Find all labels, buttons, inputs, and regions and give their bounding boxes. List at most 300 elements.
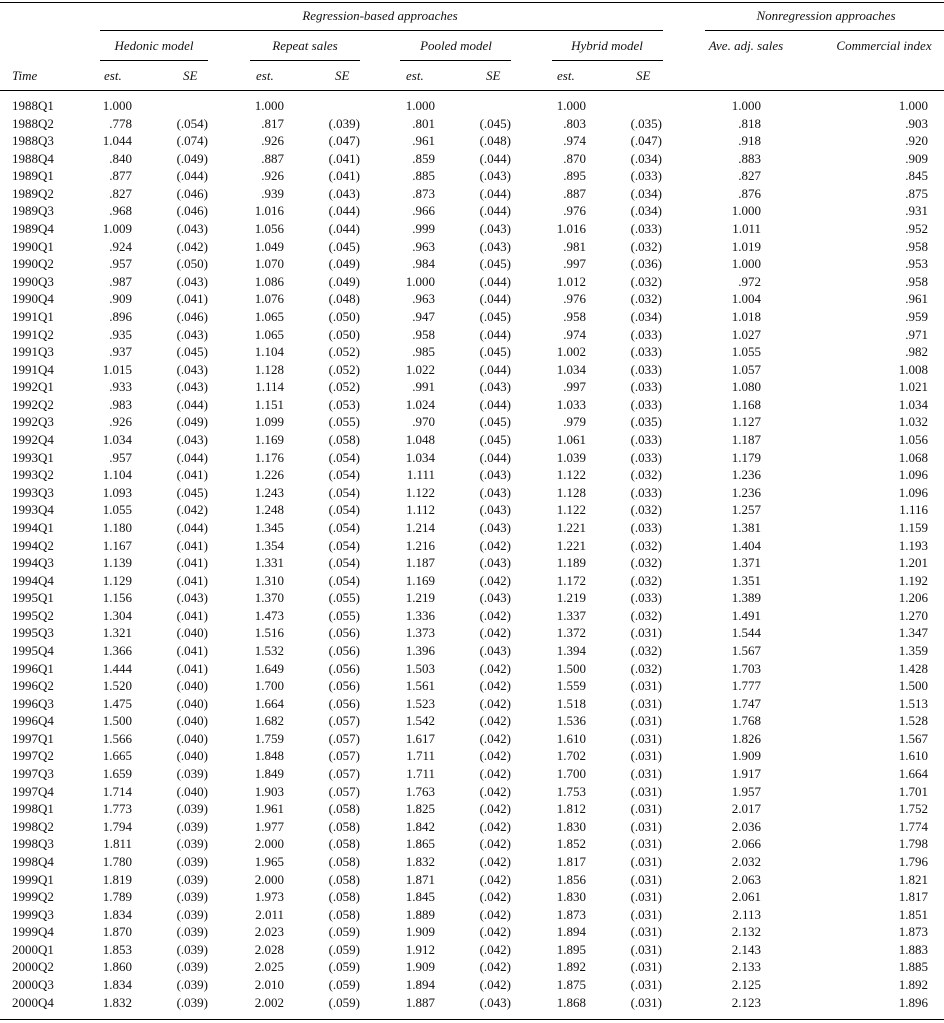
cell-commercial-index: 1.796 xyxy=(898,853,928,869)
table-row xyxy=(0,290,944,308)
cell-hybrid-est: .976 xyxy=(563,291,586,307)
cell-hedonic-est: 1.055 xyxy=(102,502,132,518)
cell-time: 1995Q4 xyxy=(12,642,54,658)
cell-ave-adj-sales: 1.544 xyxy=(731,625,761,641)
cell-repeat-sales-est: 1.977 xyxy=(254,818,284,834)
cell-repeat-sales-est: 1.759 xyxy=(254,730,284,746)
cell-time: 1994Q1 xyxy=(12,519,54,535)
cell-repeat-sales-se: (.041) xyxy=(328,168,360,184)
cell-hedonic-se: (.044) xyxy=(176,396,208,412)
cell-repeat-sales-est: 1.516 xyxy=(254,625,284,641)
cell-repeat-sales-est: 2.000 xyxy=(254,871,284,887)
cell-repeat-sales-se: (.044) xyxy=(328,221,360,237)
cell-commercial-index: 1.567 xyxy=(898,730,928,746)
cell-pooled-est: 1.894 xyxy=(405,977,435,992)
cell-pooled-est: .985 xyxy=(412,344,435,360)
cell-repeat-sales-est: 1.903 xyxy=(254,783,284,799)
cell-ave-adj-sales: 1.000 xyxy=(731,98,761,113)
cell-time: 1991Q2 xyxy=(12,326,54,342)
cell-hedonic-se: (.039) xyxy=(176,871,208,887)
cell-repeat-sales-se: (.056) xyxy=(328,625,360,641)
cell-pooled-se: (.044) xyxy=(479,203,511,219)
cell-hedonic-se: (.045) xyxy=(176,344,208,360)
cell-time: 1999Q3 xyxy=(12,906,54,922)
col-header-est: est. xyxy=(104,68,122,83)
cell-pooled-est: 1.825 xyxy=(405,801,435,817)
cell-repeat-sales-est: 1.169 xyxy=(254,432,284,448)
cell-repeat-sales-est: 1.354 xyxy=(254,537,284,553)
table-row xyxy=(0,624,944,642)
cell-time: 2000Q4 xyxy=(12,994,54,1010)
cell-pooled-se: (.042) xyxy=(479,801,511,817)
cell-ave-adj-sales: 1.257 xyxy=(731,502,761,518)
table-row xyxy=(0,589,944,607)
table-row xyxy=(0,642,944,660)
cell-hybrid-est: 1.337 xyxy=(556,607,586,623)
cell-hybrid-se: (.036) xyxy=(630,256,662,272)
cell-hedonic-se: (.039) xyxy=(176,906,208,922)
cell-hybrid-se: (.031) xyxy=(630,678,662,694)
cell-repeat-sales-se: (.049) xyxy=(328,256,360,272)
cell-hybrid-est: .997 xyxy=(563,256,586,272)
cell-pooled-se: (.043) xyxy=(479,502,511,518)
cell-ave-adj-sales: .876 xyxy=(738,185,761,201)
cell-repeat-sales-se: (.056) xyxy=(328,695,360,711)
table-row xyxy=(0,923,944,941)
cell-hedonic-est: 1.870 xyxy=(102,924,132,940)
cell-hybrid-est: .979 xyxy=(563,414,586,430)
cell-pooled-se: (.042) xyxy=(479,660,511,676)
cell-repeat-sales-se: (.058) xyxy=(328,801,360,817)
cell-hedonic-se: (.040) xyxy=(176,678,208,694)
cell-ave-adj-sales: 2.133 xyxy=(731,959,761,975)
cell-pooled-est: 1.187 xyxy=(405,555,435,571)
cell-repeat-sales-se: (.058) xyxy=(328,836,360,852)
cell-repeat-sales-est: .817 xyxy=(261,115,284,131)
cell-hybrid-est: 1.873 xyxy=(556,906,586,922)
table-row xyxy=(0,783,944,801)
cell-hedonic-est: 1.444 xyxy=(102,660,132,676)
cell-hybrid-est: 1.875 xyxy=(556,977,586,992)
cell-pooled-se: (.042) xyxy=(479,730,511,746)
cell-pooled-se: (.043) xyxy=(479,590,511,606)
cell-pooled-se: (.042) xyxy=(479,537,511,553)
cell-ave-adj-sales: 1.080 xyxy=(731,379,761,395)
cell-pooled-est: 1.763 xyxy=(405,783,435,799)
cell-pooled-se: (.042) xyxy=(479,607,511,623)
cell-pooled-se: (.045) xyxy=(479,432,511,448)
cell-ave-adj-sales: 1.236 xyxy=(731,484,761,500)
cell-hybrid-est: 1.817 xyxy=(556,853,586,869)
cell-pooled-se: (.042) xyxy=(479,713,511,729)
cell-hedonic-est: 1.811 xyxy=(103,836,132,852)
table-row xyxy=(0,554,944,572)
cell-ave-adj-sales: 2.143 xyxy=(731,941,761,957)
cell-ave-adj-sales: 1.168 xyxy=(731,396,761,412)
cell-hedonic-est: .840 xyxy=(109,150,132,166)
cell-repeat-sales-se: (.058) xyxy=(328,906,360,922)
cell-hybrid-est: 1.892 xyxy=(556,959,586,975)
cell-ave-adj-sales: 1.019 xyxy=(731,238,761,254)
cell-commercial-index: 1.021 xyxy=(898,379,928,395)
cell-pooled-est: .991 xyxy=(412,379,435,395)
cell-ave-adj-sales: 2.123 xyxy=(731,994,761,1010)
cell-hybrid-se: (.032) xyxy=(630,555,662,571)
cell-pooled-se: (.044) xyxy=(479,449,511,465)
cell-pooled-est: 1.503 xyxy=(405,660,435,676)
cell-time: 1997Q3 xyxy=(12,766,54,782)
cell-repeat-sales-se: (.050) xyxy=(328,326,360,342)
cell-hedonic-est: 1.366 xyxy=(102,642,132,658)
cell-time: 1988Q1 xyxy=(12,98,54,113)
cell-pooled-se: (.042) xyxy=(479,783,511,799)
cell-commercial-index: 1.896 xyxy=(898,994,928,1010)
cell-hedonic-est: 1.789 xyxy=(102,889,132,905)
cell-time: 1994Q2 xyxy=(12,537,54,553)
cell-ave-adj-sales: 1.957 xyxy=(731,783,761,799)
cell-hedonic-se: (.040) xyxy=(176,625,208,641)
cell-hybrid-se: (.032) xyxy=(630,642,662,658)
table-row xyxy=(0,396,944,414)
cell-repeat-sales-est: 1.151 xyxy=(254,396,284,412)
cell-pooled-est: 1.000 xyxy=(405,98,435,113)
cell-hybrid-se: (.032) xyxy=(630,291,662,307)
cell-commercial-index: .875 xyxy=(905,185,928,201)
cell-pooled-se: (.042) xyxy=(479,766,511,782)
cell-hybrid-est: 1.012 xyxy=(556,273,586,289)
cell-commercial-index: .931 xyxy=(905,203,928,219)
table-row xyxy=(0,449,944,467)
table-row xyxy=(0,712,944,730)
cell-time: 1998Q1 xyxy=(12,801,54,817)
cell-hedonic-se: (.039) xyxy=(176,801,208,817)
cell-hybrid-se: (.031) xyxy=(630,871,662,887)
cell-ave-adj-sales: 1.000 xyxy=(731,203,761,219)
cell-hedonic-se: (.042) xyxy=(176,502,208,518)
cell-pooled-est: 1.169 xyxy=(405,572,435,588)
cell-repeat-sales-se: (.053) xyxy=(328,396,360,412)
cell-hybrid-se: (.033) xyxy=(630,221,662,237)
cell-ave-adj-sales: 1.179 xyxy=(731,449,761,465)
cell-hybrid-se: (.033) xyxy=(630,519,662,535)
cell-hedonic-se: (.039) xyxy=(176,818,208,834)
cell-pooled-est: 1.887 xyxy=(405,994,435,1010)
cell-time: 1990Q4 xyxy=(12,291,54,307)
cell-time: 1989Q1 xyxy=(12,168,54,184)
cell-pooled-se: (.045) xyxy=(479,308,511,324)
cell-hybrid-se: (.032) xyxy=(630,572,662,588)
cell-time: 1989Q2 xyxy=(12,185,54,201)
cell-pooled-se: (.045) xyxy=(479,344,511,360)
table-row xyxy=(0,976,944,994)
cell-repeat-sales-se: (.056) xyxy=(328,678,360,694)
table-row xyxy=(0,853,944,871)
cell-commercial-index: 1.000 xyxy=(898,98,928,113)
cell-ave-adj-sales: 1.404 xyxy=(731,537,761,553)
cell-hedonic-se: (.043) xyxy=(176,432,208,448)
model-rule-hybrid xyxy=(552,60,663,61)
cell-hybrid-est: 1.122 xyxy=(556,502,586,518)
cell-hybrid-est: 1.500 xyxy=(556,660,586,676)
cell-pooled-est: 1.845 xyxy=(405,889,435,905)
cell-hybrid-se: (.031) xyxy=(630,783,662,799)
table-row xyxy=(0,572,944,590)
cell-hybrid-est: .974 xyxy=(563,133,586,149)
cell-time: 1989Q3 xyxy=(12,203,54,219)
cell-repeat-sales-est: .939 xyxy=(261,185,284,201)
cell-repeat-sales-est: 1.248 xyxy=(254,502,284,518)
cell-hybrid-se: (.031) xyxy=(630,625,662,641)
cell-hedonic-se: (.039) xyxy=(176,836,208,852)
cell-pooled-est: 1.561 xyxy=(405,678,435,694)
table-row xyxy=(0,326,944,344)
cell-commercial-index: 1.883 xyxy=(898,941,928,957)
cell-hedonic-est: .937 xyxy=(109,344,132,360)
cell-time: 1990Q1 xyxy=(12,238,54,254)
cell-repeat-sales-est: 1.104 xyxy=(254,344,284,360)
cell-commercial-index: 1.701 xyxy=(898,783,928,799)
cell-repeat-sales-est: 1.099 xyxy=(254,414,284,430)
cell-hybrid-est: 1.518 xyxy=(556,695,586,711)
cell-hybrid-se: (.047) xyxy=(630,133,662,149)
cell-ave-adj-sales: 1.371 xyxy=(731,555,761,571)
cell-hedonic-se: (.041) xyxy=(176,467,208,483)
cell-repeat-sales-se: (.058) xyxy=(328,889,360,905)
cell-pooled-se: (.043) xyxy=(479,994,511,1010)
cell-time: 1988Q3 xyxy=(12,133,54,149)
cell-pooled-se: (.042) xyxy=(479,959,511,975)
cell-ave-adj-sales: 2.113 xyxy=(732,906,761,922)
cell-pooled-est: .984 xyxy=(412,256,435,272)
cell-pooled-se: (.043) xyxy=(479,467,511,483)
cell-time: 1990Q3 xyxy=(12,273,54,289)
cell-hedonic-est: 1.180 xyxy=(102,519,132,535)
cell-hedonic-est: 1.104 xyxy=(102,467,132,483)
cell-hedonic-est: 1.860 xyxy=(102,959,132,975)
cell-commercial-index: 1.008 xyxy=(898,361,928,377)
cell-hybrid-se: (.033) xyxy=(630,379,662,395)
cell-commercial-index: .971 xyxy=(905,326,928,342)
cell-pooled-est: .999 xyxy=(412,221,435,237)
table-row xyxy=(0,607,944,625)
cell-repeat-sales-se: (.054) xyxy=(328,502,360,518)
cell-hybrid-est: .974 xyxy=(563,326,586,342)
cell-repeat-sales-est: 2.023 xyxy=(254,924,284,940)
cell-pooled-se: (.044) xyxy=(479,273,511,289)
cell-hybrid-se: (.034) xyxy=(630,150,662,166)
table-row xyxy=(0,835,944,853)
cell-ave-adj-sales: 2.061 xyxy=(731,889,761,905)
col-header-est: est. xyxy=(406,68,424,83)
cell-repeat-sales-se: (.050) xyxy=(328,308,360,324)
cell-hybrid-se: (.032) xyxy=(630,467,662,483)
table-row xyxy=(0,202,944,220)
cell-pooled-se: (.042) xyxy=(479,625,511,641)
cell-repeat-sales-est: 1.076 xyxy=(254,291,284,307)
cell-pooled-est: 1.034 xyxy=(405,449,435,465)
cell-hedonic-est: 1.794 xyxy=(102,818,132,834)
table-row xyxy=(0,800,944,818)
cell-hybrid-se: (.033) xyxy=(630,396,662,412)
cell-ave-adj-sales: 1.018 xyxy=(731,308,761,324)
cell-pooled-est: 1.214 xyxy=(405,519,435,535)
cell-hybrid-se: (.033) xyxy=(630,361,662,377)
cell-pooled-se: (.043) xyxy=(479,642,511,658)
cell-ave-adj-sales: 2.032 xyxy=(731,853,761,869)
cell-commercial-index: 1.359 xyxy=(898,642,928,658)
cell-commercial-index: 1.817 xyxy=(898,889,928,905)
cell-time: 1991Q1 xyxy=(12,308,54,324)
cell-ave-adj-sales: .883 xyxy=(738,150,761,166)
table-row xyxy=(0,730,944,748)
cell-time: 1999Q2 xyxy=(12,889,54,905)
cell-hybrid-est: .958 xyxy=(563,308,586,324)
cell-repeat-sales-se: (.049) xyxy=(328,273,360,289)
cell-pooled-se: (.042) xyxy=(479,695,511,711)
cell-commercial-index: 1.885 xyxy=(898,959,928,975)
cell-hybrid-est: 1.394 xyxy=(556,642,586,658)
cell-hybrid-est: 1.536 xyxy=(556,713,586,729)
cell-repeat-sales-se: (.045) xyxy=(328,238,360,254)
cell-hybrid-se: (.031) xyxy=(630,730,662,746)
cell-hedonic-se: (.039) xyxy=(176,941,208,957)
cell-ave-adj-sales: 1.027 xyxy=(731,326,761,342)
cell-repeat-sales-se: (.055) xyxy=(328,414,360,430)
cell-hedonic-est: 1.520 xyxy=(102,678,132,694)
cell-time: 1990Q2 xyxy=(12,256,54,272)
cell-hybrid-est: 1.172 xyxy=(556,572,586,588)
cell-hedonic-est: 1.475 xyxy=(102,695,132,711)
table-row xyxy=(0,677,944,695)
cell-repeat-sales-est: 1.973 xyxy=(254,889,284,905)
cell-repeat-sales-est: 2.025 xyxy=(254,959,284,975)
cell-pooled-est: .963 xyxy=(412,291,435,307)
cell-hedonic-est: .877 xyxy=(109,168,132,184)
cell-time: 1992Q3 xyxy=(12,414,54,430)
cell-hedonic-est: .983 xyxy=(109,396,132,412)
cell-repeat-sales-se: (.047) xyxy=(328,133,360,149)
cell-hedonic-se: (.049) xyxy=(176,150,208,166)
cell-repeat-sales-se: (.039) xyxy=(328,115,360,131)
cell-hedonic-se: (.046) xyxy=(176,308,208,324)
table-row xyxy=(0,941,944,959)
cell-pooled-est: .947 xyxy=(412,308,435,324)
cell-repeat-sales-se: (.055) xyxy=(328,607,360,623)
cell-hybrid-se: (.035) xyxy=(630,414,662,430)
cell-ave-adj-sales: 1.491 xyxy=(731,607,761,623)
cell-time: 1994Q3 xyxy=(12,555,54,571)
cell-hedonic-est: 1.139 xyxy=(102,555,132,571)
cell-ave-adj-sales: 2.017 xyxy=(731,801,761,817)
cell-time: 1999Q1 xyxy=(12,871,54,887)
cell-hybrid-se: (.033) xyxy=(630,344,662,360)
cell-pooled-se: (.042) xyxy=(479,678,511,694)
cell-time: 1992Q1 xyxy=(12,379,54,395)
table-row xyxy=(0,994,944,1012)
cell-repeat-sales-est: .887 xyxy=(261,150,284,166)
cell-time: 1989Q4 xyxy=(12,221,54,237)
cell-repeat-sales-se: (.052) xyxy=(328,344,360,360)
cell-pooled-est: 1.909 xyxy=(405,924,435,940)
cell-ave-adj-sales: 2.132 xyxy=(731,924,761,940)
cell-ave-adj-sales: 1.909 xyxy=(731,748,761,764)
cell-hybrid-est: .997 xyxy=(563,379,586,395)
cell-repeat-sales-se: (.059) xyxy=(328,941,360,957)
cell-pooled-se: (.048) xyxy=(479,133,511,149)
cell-hybrid-est: 1.033 xyxy=(556,396,586,412)
table-row xyxy=(0,537,944,555)
group-header-nonregression: Nonregression approaches xyxy=(756,8,896,23)
cell-pooled-est: 1.832 xyxy=(405,853,435,869)
cell-repeat-sales-est: 1.128 xyxy=(254,361,284,377)
cell-pooled-est: 1.711 xyxy=(406,766,435,782)
cell-ave-adj-sales: .918 xyxy=(738,133,761,149)
cell-hedonic-est: 1.000 xyxy=(102,98,132,113)
cell-repeat-sales-se: (.057) xyxy=(328,713,360,729)
cell-time: 1996Q3 xyxy=(12,695,54,711)
cell-time: 1991Q3 xyxy=(12,344,54,360)
cell-hedonic-est: 1.304 xyxy=(102,607,132,623)
cell-pooled-se: (.044) xyxy=(479,396,511,412)
cell-repeat-sales-se: (.057) xyxy=(328,766,360,782)
cell-time: 1996Q1 xyxy=(12,660,54,676)
cell-commercial-index: 1.428 xyxy=(898,660,928,676)
cell-pooled-est: 1.523 xyxy=(405,695,435,711)
cell-hybrid-est: 1.559 xyxy=(556,678,586,694)
model-rule-repeat-sales xyxy=(250,60,360,61)
cell-hedonic-se: (.041) xyxy=(176,607,208,623)
model-header-hedonic: Hedonic model xyxy=(114,38,194,53)
table-row xyxy=(0,150,944,168)
cell-commercial-index: 1.201 xyxy=(898,555,928,571)
cell-hedonic-se: (.039) xyxy=(176,853,208,869)
cell-hedonic-se: (.040) xyxy=(176,783,208,799)
cell-hybrid-se: (.034) xyxy=(630,308,662,324)
cell-pooled-se: (.042) xyxy=(479,748,511,764)
cell-commercial-index: 1.192 xyxy=(898,572,928,588)
cell-hybrid-est: .976 xyxy=(563,203,586,219)
cell-repeat-sales-est: 1.086 xyxy=(254,273,284,289)
cell-repeat-sales-se: (.052) xyxy=(328,379,360,395)
cell-hybrid-est: .981 xyxy=(563,238,586,254)
cell-time: 1992Q4 xyxy=(12,432,54,448)
model-header-hybrid: Hybrid model xyxy=(571,38,643,53)
cell-pooled-est: .961 xyxy=(412,133,435,149)
cell-hedonic-est: .935 xyxy=(109,326,132,342)
cell-ave-adj-sales: .827 xyxy=(738,168,761,184)
model-header-repeat-sales: Repeat sales xyxy=(272,38,338,53)
cell-hedonic-est: 1.714 xyxy=(102,783,132,799)
cell-hedonic-se: (.040) xyxy=(176,713,208,729)
cell-pooled-se: (.042) xyxy=(479,906,511,922)
cell-repeat-sales-se: (.054) xyxy=(328,537,360,553)
cell-pooled-est: 1.542 xyxy=(405,713,435,729)
cell-hybrid-est: 1.700 xyxy=(556,766,586,782)
cell-commercial-index: 1.821 xyxy=(898,871,928,887)
cell-ave-adj-sales: 1.747 xyxy=(731,695,761,711)
cell-hybrid-se: (.032) xyxy=(630,273,662,289)
cell-time: 1993Q2 xyxy=(12,467,54,483)
cell-commercial-index: 1.851 xyxy=(898,906,928,922)
cell-commercial-index: 1.096 xyxy=(898,484,928,500)
cell-hedonic-est: 1.566 xyxy=(102,730,132,746)
cell-ave-adj-sales: 1.768 xyxy=(731,713,761,729)
cell-commercial-index: 1.056 xyxy=(898,432,928,448)
cell-hedonic-se: (.049) xyxy=(176,414,208,430)
cell-repeat-sales-est: 2.010 xyxy=(254,977,284,992)
cell-repeat-sales-se: (.054) xyxy=(328,555,360,571)
cell-pooled-est: .801 xyxy=(412,115,435,131)
